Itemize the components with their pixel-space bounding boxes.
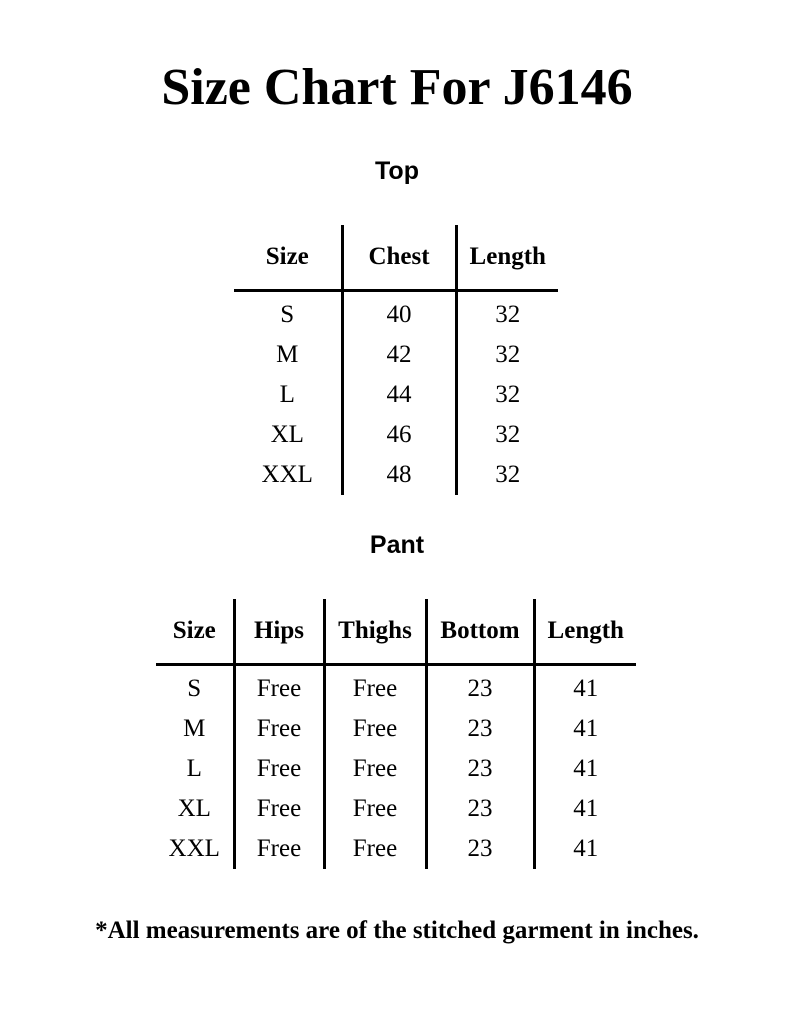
table-header-row <box>156 599 636 665</box>
table-cell: Free <box>234 789 324 829</box>
column-header-length: Length <box>534 599 636 665</box>
table-cell: 32 <box>456 415 558 455</box>
table-cell: 23 <box>426 665 534 710</box>
table-cell: 32 <box>456 375 558 415</box>
measurement-footnote: *All measurements are of the stitched garment in inches. <box>95 917 699 944</box>
table-cell: 23 <box>426 789 534 829</box>
table-row <box>156 829 636 869</box>
pant-section-heading: Pant <box>369 531 425 559</box>
column-header-length: Length <box>456 225 558 291</box>
table-cell: 41 <box>534 709 636 749</box>
table-cell: Free <box>324 829 426 869</box>
table-cell: 42 <box>342 335 456 375</box>
table-cell: Free <box>234 749 324 789</box>
table-header-row <box>234 225 558 291</box>
table-cell: 23 <box>426 829 534 869</box>
table-cell: XL <box>177 795 211 822</box>
top-section-heading: Top <box>375 157 419 185</box>
table-cell: Free <box>234 665 324 710</box>
table-cell: 48 <box>342 455 456 495</box>
table-cell: Free <box>234 709 324 749</box>
table-cell: 46 <box>342 415 456 455</box>
table-cell: M <box>183 715 206 742</box>
pant-size-table <box>156 599 636 869</box>
table-cell: 44 <box>342 375 456 415</box>
table-cell: 23 <box>426 749 534 789</box>
table-cell: Free <box>324 749 426 789</box>
table-row <box>234 415 558 455</box>
table-cell: Free <box>324 789 426 829</box>
table-cell: S <box>280 301 295 328</box>
table-cell: 40 <box>342 291 456 336</box>
table-cell: 41 <box>534 829 636 869</box>
table-cell: 32 <box>456 455 558 495</box>
table-row <box>234 375 558 415</box>
table-cell: L <box>279 381 295 408</box>
table-cell: S <box>187 675 202 702</box>
table-row <box>156 665 636 710</box>
top-size-table <box>234 225 558 495</box>
table-cell: Free <box>324 665 426 710</box>
table-row <box>234 455 558 495</box>
table-row <box>156 749 636 789</box>
table-row <box>156 789 636 829</box>
table-cell: 32 <box>456 335 558 375</box>
column-header-size: Size <box>234 225 342 291</box>
table-cell: 23 <box>426 709 534 749</box>
table-row <box>234 335 558 375</box>
column-header-size: Size <box>156 599 234 665</box>
column-header-hips: Hips <box>234 599 324 665</box>
table-cell: 41 <box>534 789 636 829</box>
table-cell: XXL <box>168 835 220 862</box>
table-cell: L <box>186 755 202 782</box>
column-header-thighs: Thighs <box>324 599 426 665</box>
table-cell: M <box>276 341 299 368</box>
table-cell: Free <box>324 709 426 749</box>
table-cell: Free <box>234 829 324 869</box>
table-row <box>156 709 636 749</box>
table-cell: 41 <box>534 749 636 789</box>
table-cell: XXL <box>261 461 313 488</box>
table-cell: 32 <box>456 291 558 336</box>
column-header-chest: Chest <box>342 225 456 291</box>
column-header-bottom: Bottom <box>426 599 534 665</box>
page-title: Size Chart For J6146 <box>161 59 633 116</box>
table-cell: XL <box>270 421 304 448</box>
table-cell: 41 <box>534 665 636 710</box>
table-row <box>234 291 558 336</box>
